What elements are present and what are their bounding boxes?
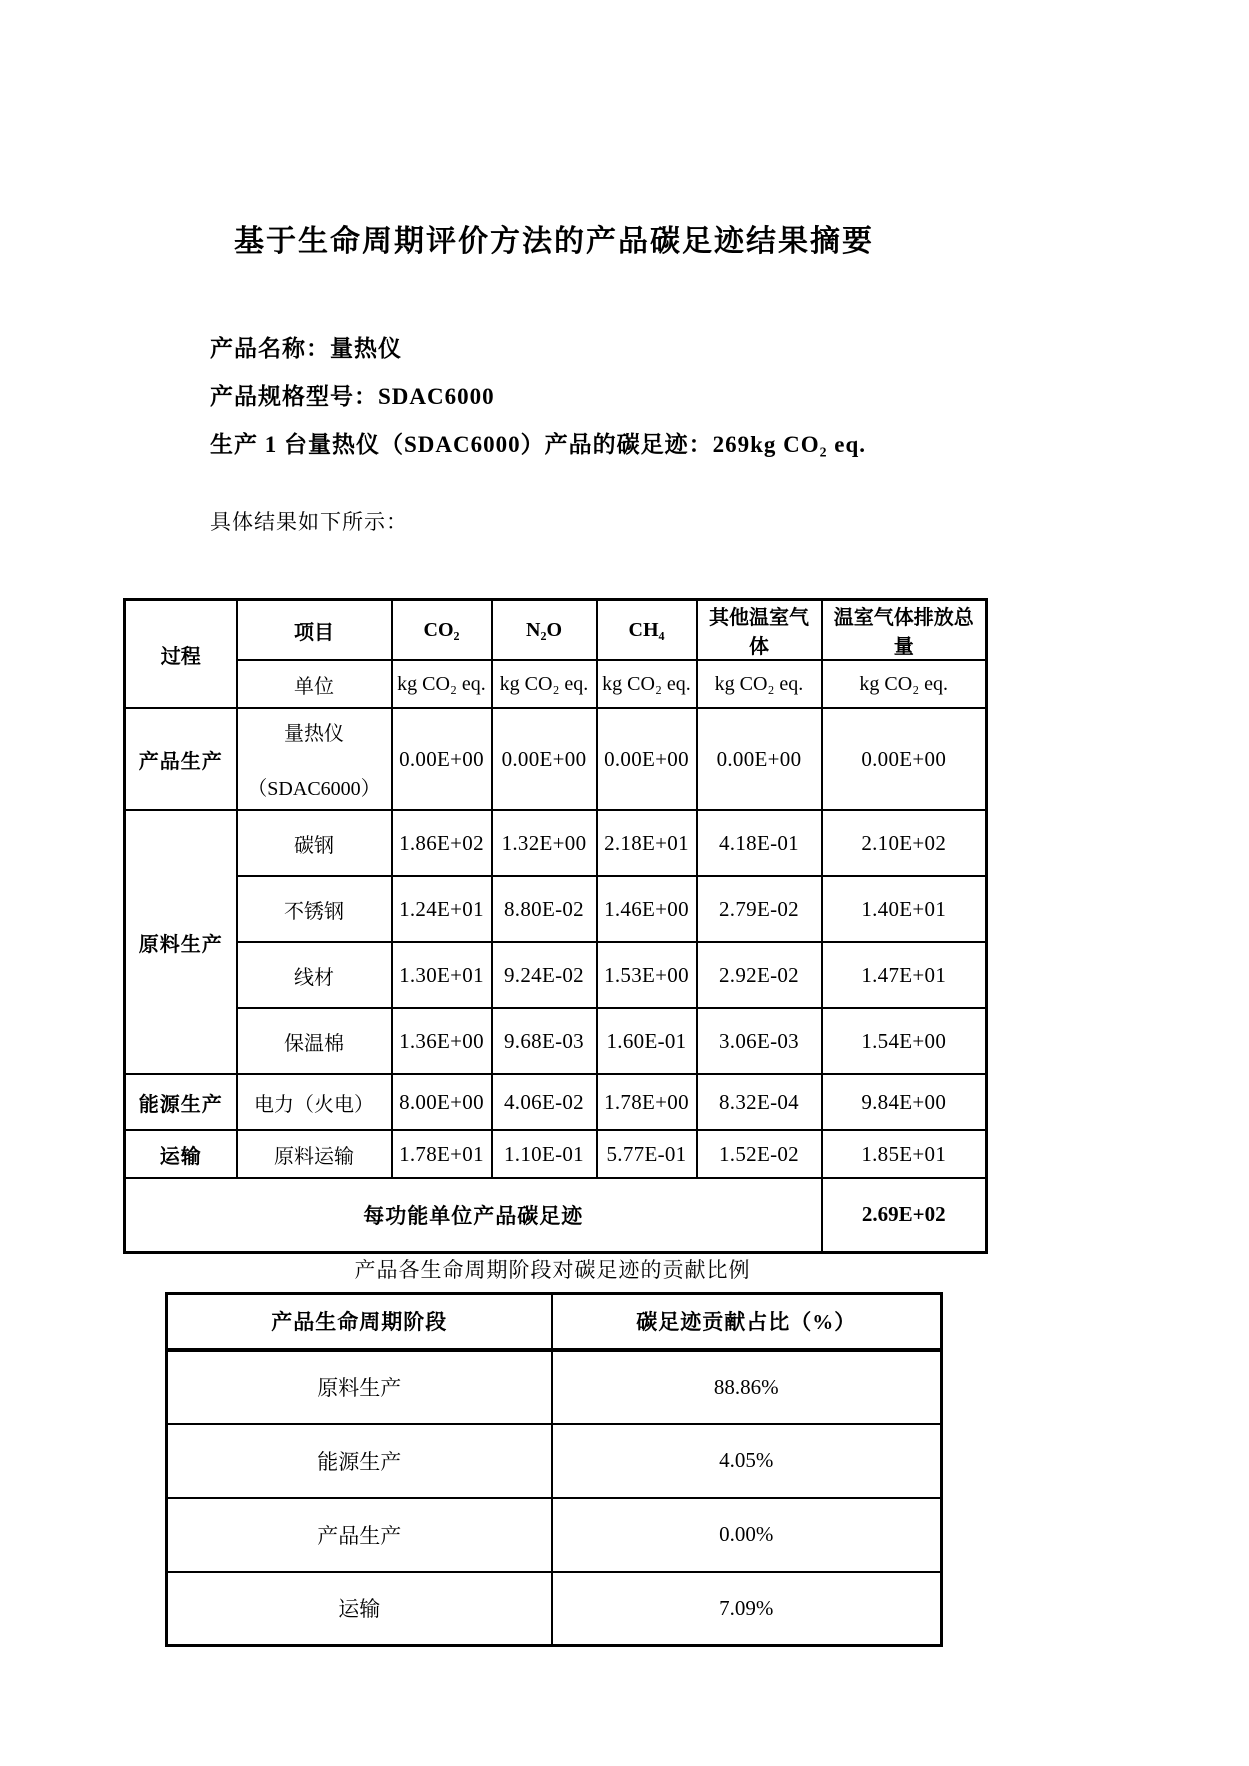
row-value: 2.18E+01: [597, 810, 697, 876]
row-value: 1.32E+00: [492, 810, 597, 876]
results-intro: 具体结果如下所示：: [210, 510, 408, 534]
carbon-footprint-line: 生产 1 台量热仪（SDAC6000）产品的碳足迹：269kg CO₂ eq.: [210, 432, 867, 457]
stage-cell: 能源生产: [167, 1424, 552, 1498]
row-item-cell: 碳钢: [237, 810, 392, 876]
total-row-label: 每功能单位产品碳足迹: [125, 1178, 822, 1252]
row-value: 1.46E+00: [597, 876, 697, 942]
row-value: 1.40E+01: [822, 876, 987, 942]
stage-cell: 原料生产: [167, 1350, 552, 1424]
row-value: 0.00E+00: [822, 708, 987, 810]
row-value: 1.24E+01: [392, 876, 492, 942]
row-value: 1.36E+00: [392, 1008, 492, 1074]
table-row: [167, 1294, 942, 1350]
row-item-cell: 原料运输: [237, 1130, 392, 1178]
table-row: [125, 600, 987, 661]
row-value: 5.77E-01: [597, 1130, 697, 1178]
row-value: 9.68E-03: [492, 1008, 597, 1074]
row-item-cell: [237, 708, 392, 810]
emissions-table: [123, 598, 988, 1254]
unit-value: kg CO₂ eq.: [392, 660, 492, 708]
total-row-value: 2.69E+02: [822, 1178, 987, 1252]
row-value: 1.54E+00: [822, 1008, 987, 1074]
row-value: 1.60E-01: [597, 1008, 697, 1074]
row-value: 0.00E+00: [697, 708, 822, 810]
row-item-cell: 不锈钢: [237, 876, 392, 942]
row-value: 1.78E+01: [392, 1130, 492, 1178]
row-value: 2.92E-02: [697, 942, 822, 1008]
document-title: 基于生命周期评价方法的产品碳足迹结果摘要: [234, 225, 874, 258]
row-value: 2.79E-02: [697, 876, 822, 942]
share-cell: 4.05%: [552, 1424, 942, 1498]
row-value: 4.06E-02: [492, 1074, 597, 1130]
gas-header-other: 其他温室气体: [697, 600, 822, 661]
table-row: [125, 1178, 987, 1252]
col-header-process: 过程: [125, 600, 237, 709]
row-value: 0.00E+00: [392, 708, 492, 810]
row-value: 8.80E-02: [492, 876, 597, 942]
row-value: 1.10E-01: [492, 1130, 597, 1178]
row-value: 9.84E+00: [822, 1074, 987, 1130]
row-item-line2: （SDAC6000）: [247, 778, 381, 800]
table-row: [125, 1130, 987, 1178]
contribution-table: [165, 1292, 943, 1647]
table-row: [125, 942, 987, 1008]
share-cell: 88.86%: [552, 1350, 942, 1424]
row-value: 3.06E-03: [697, 1008, 822, 1074]
row-item-line1: 量热仪: [284, 723, 344, 745]
table-row: [125, 708, 987, 810]
row-item-cell: 线材: [237, 942, 392, 1008]
table-row: [167, 1350, 942, 1424]
unit-value: kg CO₂ eq.: [822, 660, 987, 708]
row-value: 2.10E+02: [822, 810, 987, 876]
row-value: 1.78E+00: [597, 1074, 697, 1130]
row-value: 8.00E+00: [392, 1074, 492, 1130]
row-value: 1.86E+02: [392, 810, 492, 876]
row-value: 9.24E-02: [492, 942, 597, 1008]
unit-row-label: 单位: [237, 660, 392, 708]
row-item-cell: 保温棉: [237, 1008, 392, 1074]
gas-header-co2: CO₂: [392, 600, 492, 661]
share-cell: 7.09%: [552, 1572, 942, 1646]
row-item-cell: 电力（火电）: [237, 1074, 392, 1130]
row-value: 1.47E+01: [822, 942, 987, 1008]
product-model-line: 产品规格型号：SDAC6000: [210, 384, 495, 409]
col-header-lifecycle-stage: 产品生命周期阶段: [167, 1294, 552, 1350]
process-group-product-production: 产品生产: [125, 708, 237, 810]
row-value: 0.00E+00: [492, 708, 597, 810]
table-row: [167, 1424, 942, 1498]
row-value: 4.18E-01: [697, 810, 822, 876]
product-name-line: 产品名称：量热仪: [210, 336, 402, 361]
process-group-transport: 运输: [125, 1130, 237, 1178]
share-cell: 0.00%: [552, 1498, 942, 1572]
process-group-energy-production: 能源生产: [125, 1074, 237, 1130]
table-row: [125, 1008, 987, 1074]
row-value: 1.52E-02: [697, 1130, 822, 1178]
unit-value: kg CO₂ eq.: [597, 660, 697, 708]
table-row: [125, 1074, 987, 1130]
stage-cell: 运输: [167, 1572, 552, 1646]
col-header-contribution-share: 碳足迹贡献占比（%）: [552, 1294, 942, 1350]
unit-value: kg CO₂ eq.: [492, 660, 597, 708]
process-group-raw-material: 原料生产: [125, 810, 237, 1074]
row-value: 1.53E+00: [597, 942, 697, 1008]
stage-cell: 产品生产: [167, 1498, 552, 1572]
row-value: 8.32E-04: [697, 1074, 822, 1130]
col-header-item: 项目: [237, 600, 392, 661]
table-row: [125, 660, 987, 708]
row-value: 1.85E+01: [822, 1130, 987, 1178]
gas-header-total: 温室气体排放总量: [822, 600, 987, 661]
gas-header-ch4: CH₄: [597, 600, 697, 661]
gas-header-n2o: N₂O: [492, 600, 597, 661]
unit-value: kg CO₂ eq.: [697, 660, 822, 708]
table-row: [167, 1572, 942, 1646]
contribution-table-title: 产品各生命周期阶段对碳足迹的贡献比例: [354, 1258, 751, 1282]
table-row: [125, 810, 987, 876]
row-value: 0.00E+00: [597, 708, 697, 810]
row-value: 1.30E+01: [392, 942, 492, 1008]
table-row: [167, 1498, 942, 1572]
table-row: [125, 876, 987, 942]
